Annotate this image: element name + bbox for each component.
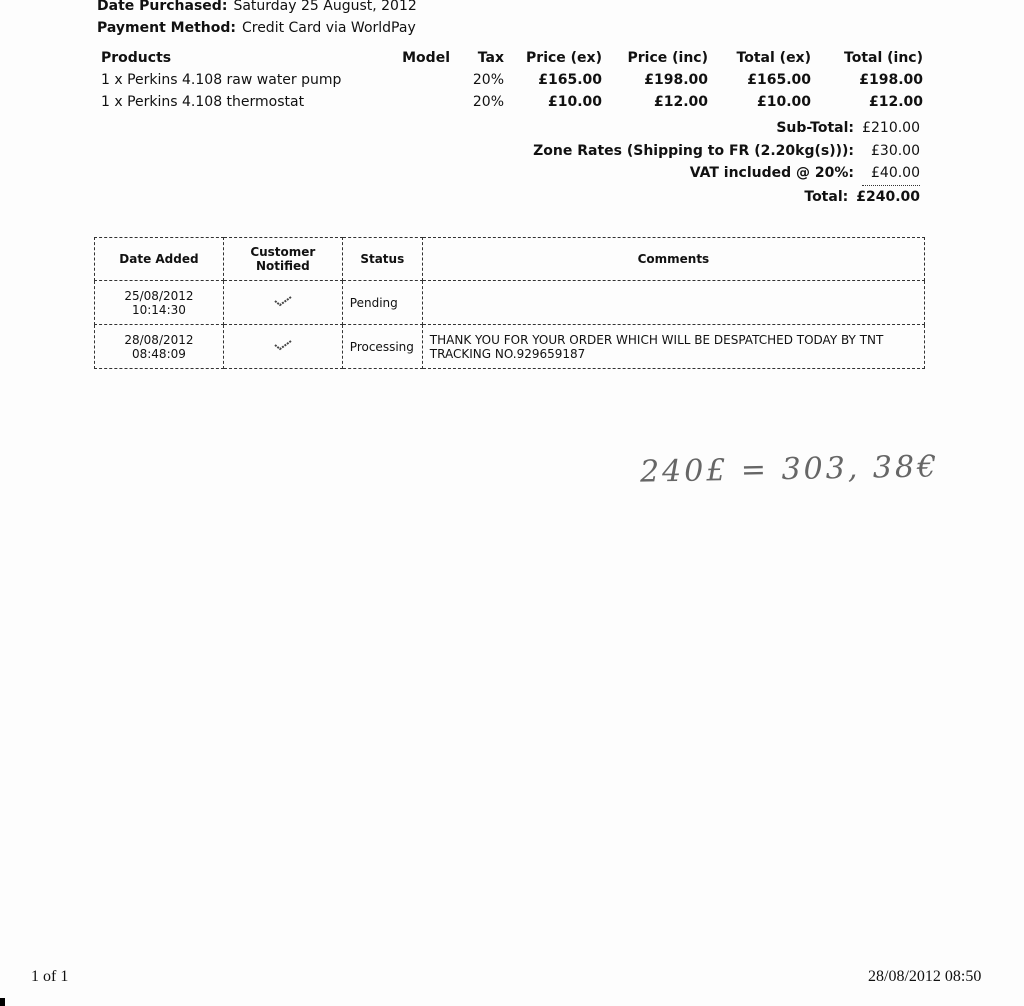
vat-row [533, 162, 920, 186]
shipping-row [533, 140, 920, 163]
status-history-table [94, 237, 925, 369]
product-price-inc: £198.00 [644, 72, 708, 88]
page-number: 1 of 1 [31, 968, 69, 985]
vat-label: VAT included @ 20%: [689, 165, 854, 181]
history-notified-cell [223, 281, 342, 325]
total-value: £240.00 [856, 188, 920, 205]
product-row [97, 69, 927, 91]
total-row [533, 186, 920, 209]
products-header-row [97, 47, 927, 69]
product-name: 1 x Perkins 4.108 raw water pump [101, 72, 342, 88]
product-total-ex: £10.00 [756, 94, 811, 110]
vat-value: £40.00 [862, 162, 920, 186]
history-comment-line: TRACKING NO.929659187 [429, 346, 586, 361]
history-date: 28/08/2012 [124, 332, 194, 347]
product-name: 1 x Perkins 4.108 thermostat [101, 94, 305, 110]
product-price-inc: £12.00 [653, 94, 708, 110]
history-time: 08:48:09 [131, 346, 186, 361]
print-timestamp: 28/08/2012 08:50 [868, 968, 982, 985]
total-label: Total: [804, 188, 849, 205]
date-purchased-value: Saturday 25 August, 2012 [233, 0, 417, 14]
handwritten-conversion-note: 240£ = 303, 38€ [639, 449, 940, 490]
history-date-cell [95, 281, 224, 325]
date-purchased-line [97, 0, 417, 17]
product-tax: 20% [472, 94, 504, 110]
history-comment-line: THANK YOU FOR YOUR ORDER WHICH WILL BE DESPATCHED TODAY BY TNT [429, 332, 884, 347]
product-total-inc: £12.00 [868, 94, 923, 110]
col-tax: Tax [477, 50, 504, 66]
payment-method-label: Payment Method: [97, 20, 236, 36]
col-date-added: Date Added [95, 238, 224, 281]
history-header-row [95, 238, 925, 281]
history-comment [422, 325, 924, 369]
checkmark-icon [272, 338, 294, 352]
shipping-label: Zone Rates (Shipping to FR (2.20kg(s))): [533, 142, 854, 159]
history-row [95, 281, 925, 325]
subtotal-row [533, 117, 920, 140]
order-totals [533, 117, 920, 208]
history-notified-cell [223, 325, 342, 369]
date-purchased-label: Date Purchased: [97, 0, 228, 14]
product-total-ex: £165.00 [747, 72, 811, 88]
col-price-inc: Price (inc) [627, 50, 708, 66]
subtotal-label: Sub-Total: [776, 120, 854, 136]
product-price-ex: £10.00 [547, 94, 602, 110]
history-time: 10:14:30 [131, 302, 186, 317]
history-comment [422, 281, 924, 325]
col-status: Status [342, 238, 422, 281]
col-total-ex: Total (ex) [736, 50, 811, 66]
product-model [382, 91, 454, 113]
col-total-inc: Total (inc) [844, 50, 923, 66]
col-price-ex: Price (ex) [526, 50, 602, 66]
col-products: Products [101, 50, 172, 66]
subtotal-value: £210.00 [862, 120, 920, 136]
product-tax: 20% [472, 72, 504, 88]
product-model [382, 69, 454, 91]
shipping-value: £30.00 [871, 142, 920, 159]
history-row [95, 325, 925, 369]
col-customer-notified: Customer Notified [223, 238, 342, 281]
scan-edge-mark [0, 998, 5, 1006]
products-table [97, 47, 927, 113]
product-row [97, 91, 927, 113]
history-status: Pending [342, 281, 422, 325]
checkmark-icon [272, 294, 294, 308]
product-total-inc: £198.00 [859, 72, 923, 88]
col-comments: Comments [422, 238, 924, 281]
col-model: Model [402, 50, 450, 66]
history-status: Processing [342, 325, 422, 369]
payment-method-line [97, 17, 416, 39]
history-date: 25/08/2012 [124, 288, 194, 303]
payment-method-value: Credit Card via WorldPay [241, 20, 416, 36]
history-date-cell [95, 325, 224, 369]
product-price-ex: £165.00 [538, 72, 602, 88]
